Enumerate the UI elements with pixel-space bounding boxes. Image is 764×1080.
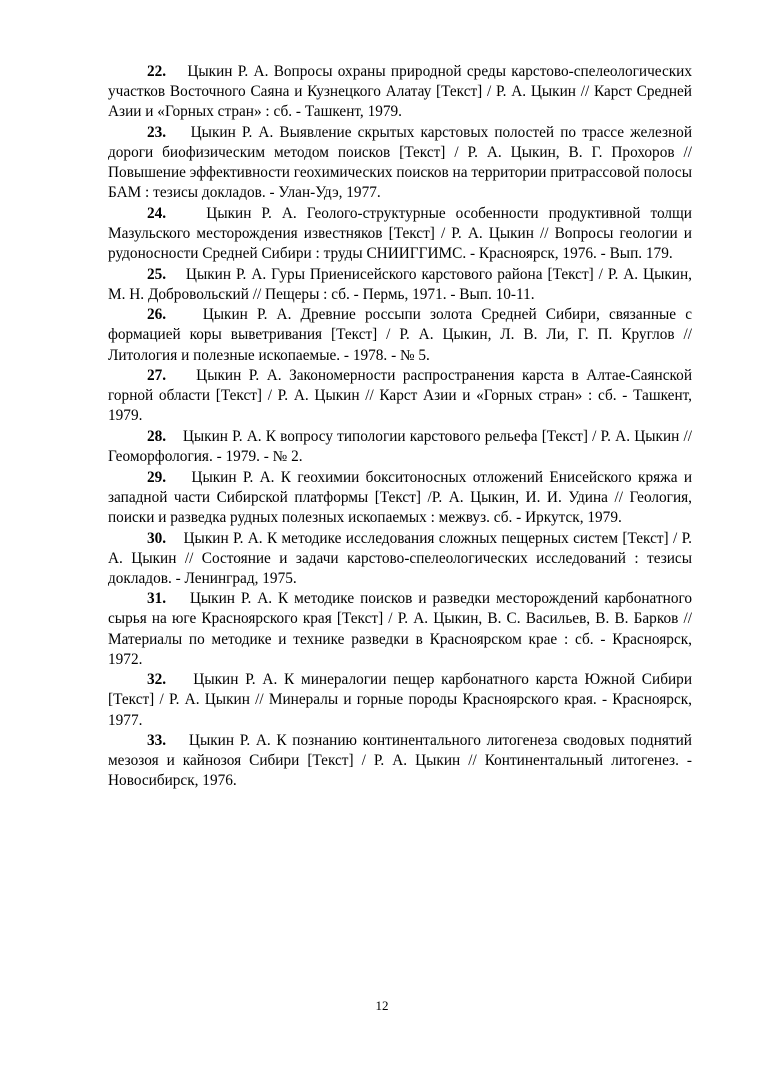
entry-text: Цыкин Р. А. К познанию континентального литогенеза сводовых поднятий мезозоя и кайнозоя Сибири [Текст] / Р. А. Цыкин // Континентальный литогенез. - Новосибирск, 1976. (108, 732, 692, 790)
bibliography-entry (108, 123, 692, 203)
entry-number: 24. (147, 204, 167, 222)
entry-text: Цыкин Р. А. Закономерности распространения карста в Алтае-Саянской горной области [Текст] / Р. А. Цыкин // Карст Азии и «Горных стран» : сб. - Ташкент, 1979. (108, 367, 693, 425)
entry-number: 27. (147, 367, 167, 385)
entry-number: 32. (147, 671, 167, 689)
entry-text: Цыкин Р. А. К геохимии бокситоносных отложений Енисейского кряжа и западной части Сибирской платформы [Текст] /Р. А. Цыкин, И. И. Удина // Геология, поиски и разведка рудных полезных ископаемых : межвуз. сб. - Иркутск, 1979. (108, 468, 693, 526)
bibliography-entry (108, 529, 692, 589)
bibliography-list (108, 62, 692, 791)
entry-text: Цыкин Р. А. К минералогии пещер карбонатного карста Южной Сибири [Текст] / Р. А. Цыкин // Минералы и горные породы Красноярского края. - Красноярск, 1977. (108, 671, 693, 729)
bibliography-entry (108, 589, 692, 669)
entry-text: Цыкин Р. А. К методике исследования сложных пещерных систем [Текст] / Р. А. Цыкин // Состояние и задачи карстово-спелеологических исследований : тезисы докладов. - Ленинград, 1975. (108, 529, 693, 587)
entry-number: 31. (147, 590, 167, 608)
entry-number: 26. (147, 306, 167, 324)
bibliography-entry (108, 204, 692, 264)
page-number: 12 (375, 998, 389, 1013)
bibliography-entry (108, 366, 692, 426)
entry-number: 25. (147, 265, 167, 283)
bibliography-entry (108, 468, 692, 528)
bibliography-entry (108, 62, 692, 122)
bibliography-entry (108, 731, 692, 791)
bibliography-entry (108, 305, 692, 365)
entry-text: Цыкин Р. А. Древние россыпи золота Средней Сибири, связанные с формацией коры выветривания [Текст] / Р. А. Цыкин, Л. В. Ли, Г. П. Круглов // Литология и полезные ископаемые. - 1978. - № 5. (108, 306, 693, 364)
entry-number: 22. (147, 63, 167, 80)
entry-text: Цыкин Р. А. Гуры Приенисейского карстового района [Текст] / Р. А. Цыкин, М. Н. Добровольский // Пещеры : сб. - Пермь, 1971. - Вып. 10-11. (108, 265, 692, 303)
entry-number: 29. (147, 468, 167, 486)
entry-number: 30. (147, 529, 167, 547)
entry-text: Цыкин Р. А. Выявление скрытых карстовых полостей по трассе железной дороги биофизическим методом поисков [Текст] / Р. А. Цыкин, В. Г. Прохоров // Повышение эффективности геохимических поисков на территории притрассовой полосы БАМ : тезисы докладов. - Улан-Удэ, 1977. (108, 123, 693, 202)
entry-text: Цыкин Р. А. К методике поисков и разведки месторождений карбонатного сырья на юге Красноярского края [Текст] / Р. А. Цыкин, В. С. Васильев, В. В. Барков // Материалы по методике и технике разведки в Красноярском крае : сб. - Красноярск, 1972. (108, 590, 693, 668)
bibliography-entry (108, 427, 692, 467)
entry-number: 28. (147, 427, 167, 445)
entry-text: Цыкин Р. А. Вопросы охраны природной среды карстово-спелеологических участков Восточного Саяна и Кузнецкого Алатау [Текст] / Р. А. Цыкин // Карст Средней Азии и «Горных стран» : сб. - Ташкент, 1979. (108, 63, 693, 121)
entry-text: Цыкин Р. А. Геолого-структурные особенности продуктивной толщи Мазульского месторождения известняков [Текст] / Р. А. Цыкин // Вопросы геологии и рудоносности Средней Сибири : труды СНИИГГИМС. - Красноярск, 1976. - Вып. 179. (108, 204, 692, 262)
entry-text: Цыкин Р. А. К вопросу типологии карстового рельефа [Текст] / Р. А. Цыкин // Геоморфология. - 1979. - № 2. (108, 427, 692, 466)
entry-number: 33. (147, 732, 167, 750)
bibliography-entry (108, 670, 692, 730)
bibliography-entry (108, 265, 692, 305)
entry-number: 23. (147, 123, 167, 141)
